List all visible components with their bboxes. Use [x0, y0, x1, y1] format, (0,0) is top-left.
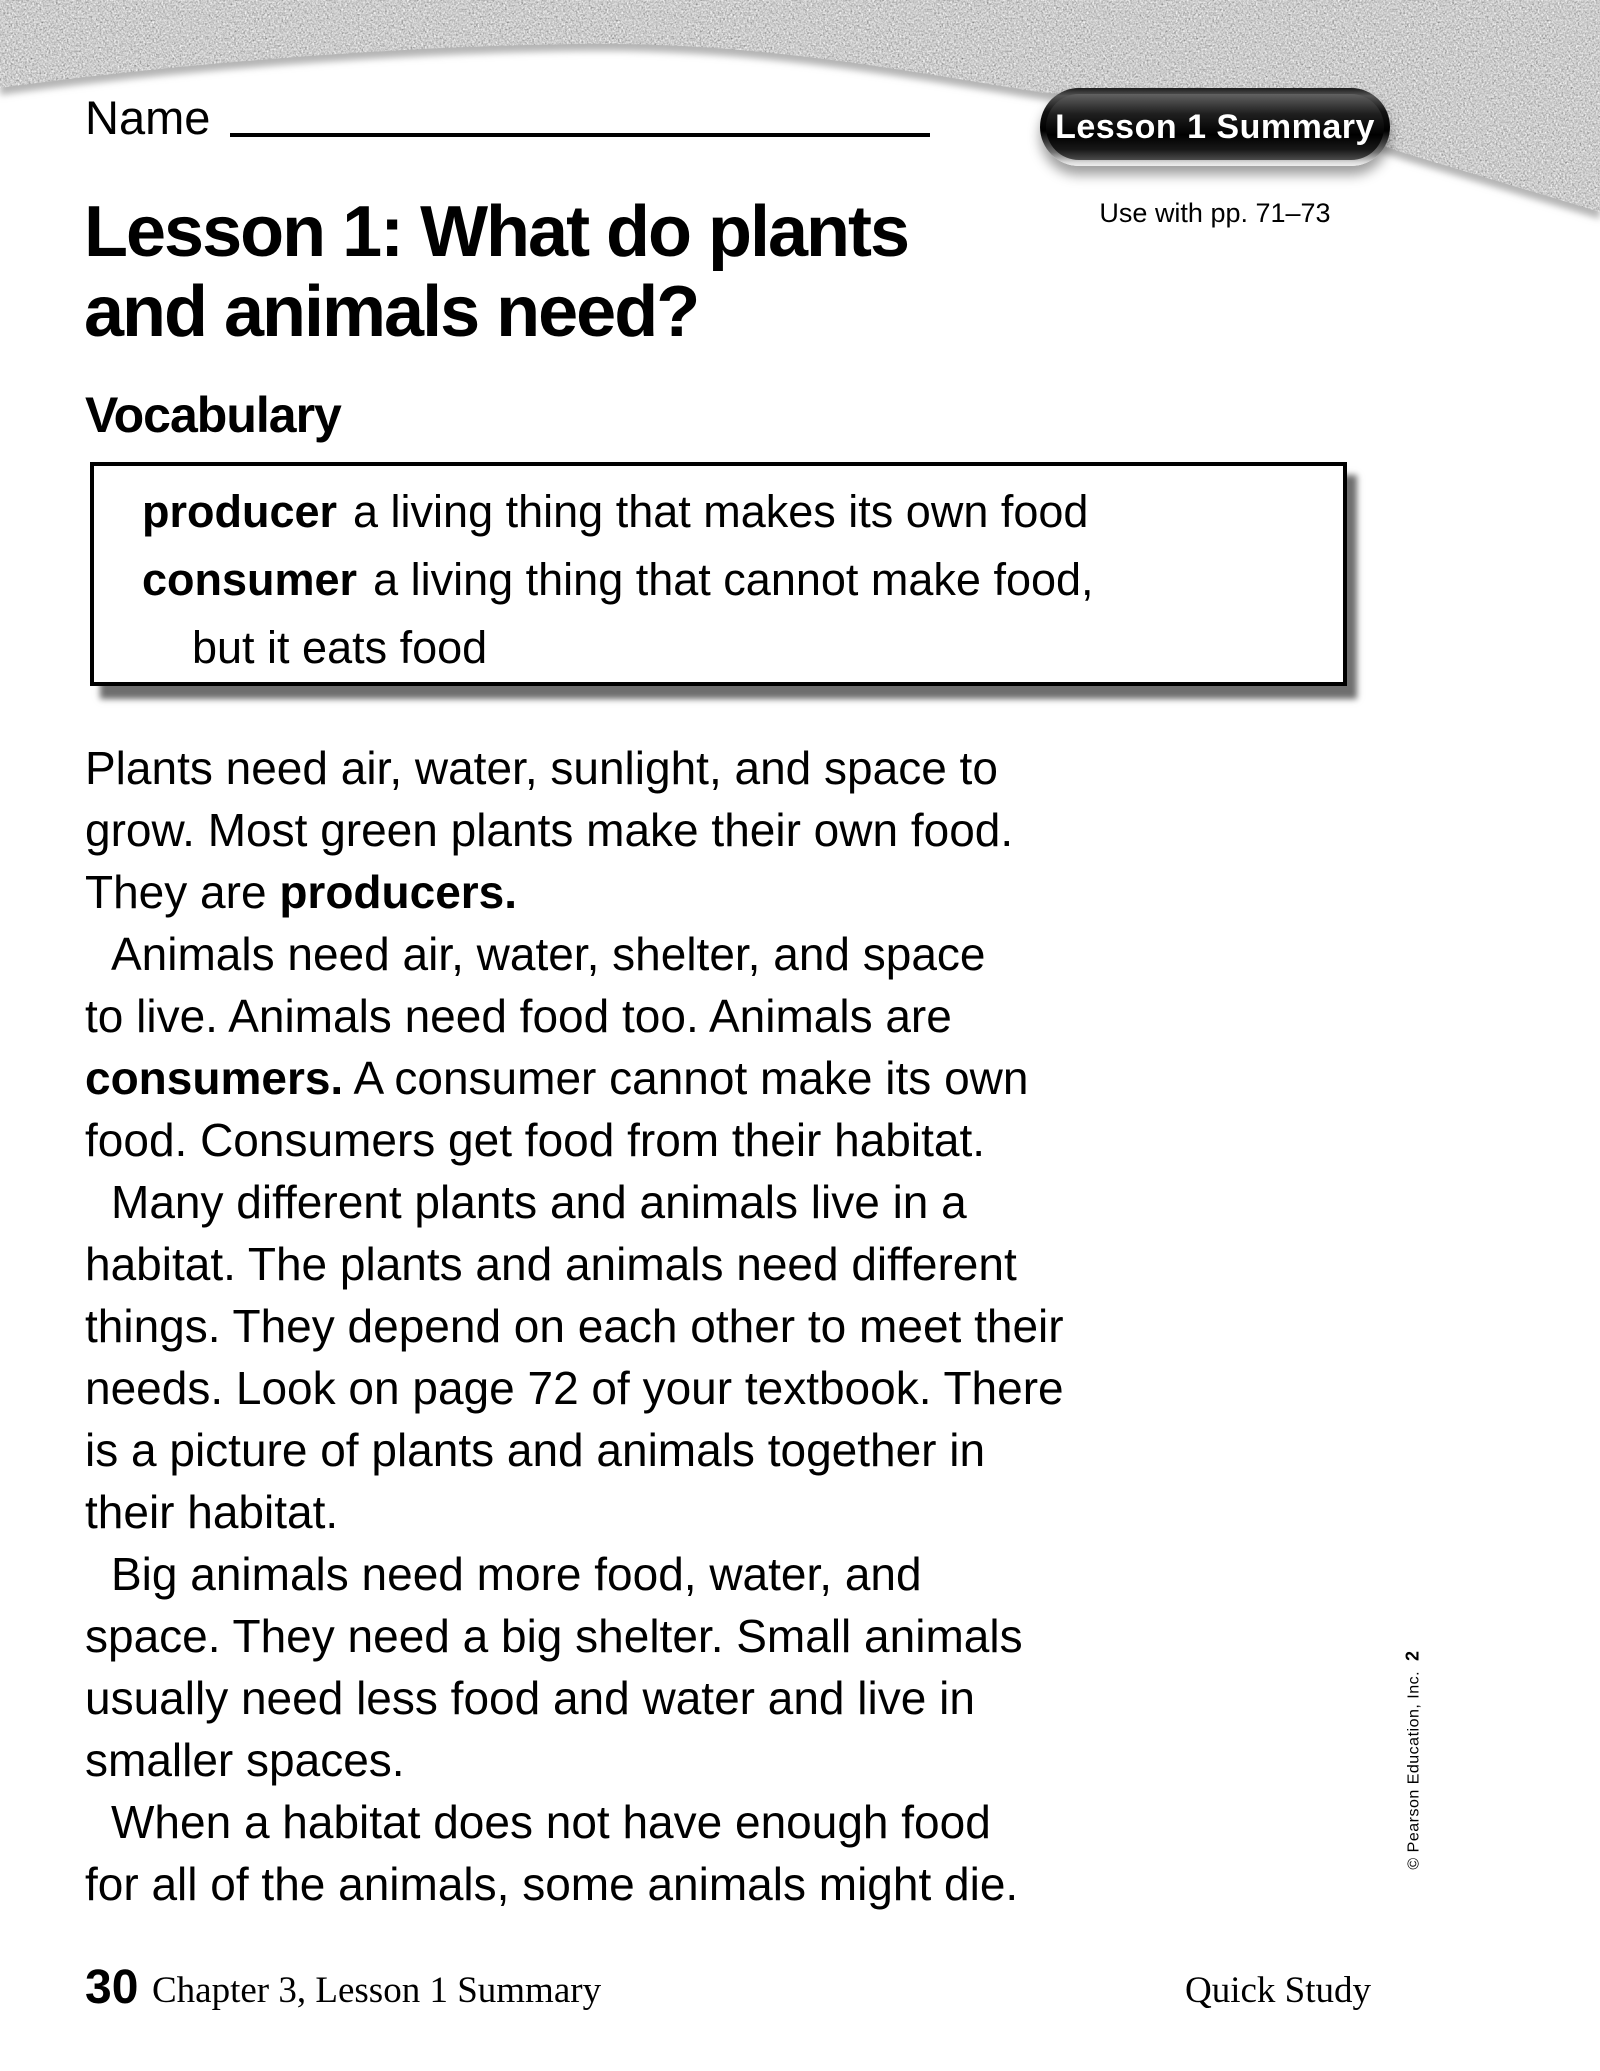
text-segment: Big animals need more food, water, and [111, 1548, 922, 1600]
footer-quick-study-label: Quick Study [1185, 1970, 1372, 2011]
body-line [85, 1791, 1205, 1853]
body-text [85, 737, 1205, 1915]
page-title [84, 192, 908, 352]
name-label: Name [85, 91, 211, 144]
use-with-note: Use with pp. 71–73 [1099, 198, 1331, 228]
vocab-line [142, 614, 1343, 682]
page-title-line-1: Lesson 1: What do plants [84, 192, 909, 272]
body-line [85, 1419, 1205, 1481]
vocab-line [142, 478, 1343, 546]
body-line [85, 985, 1205, 1047]
text-segment: habitat. The plants and animals need different [85, 1238, 1017, 1290]
vocabulary-heading: Vocabulary [85, 387, 341, 443]
text-segment: needs. Look on page 72 of your textbook. There [85, 1362, 1064, 1414]
text-segment: When a habitat does not have enough food [111, 1796, 991, 1848]
body-line [85, 923, 1205, 985]
text-segment: for all of the animals, some animals might die. [85, 1858, 1019, 1910]
vocab-term: producers. [279, 866, 518, 918]
footer-chapter-label: Chapter 3, Lesson 1 Summary [152, 1970, 602, 2011]
vocabulary-box [90, 462, 1347, 686]
body-line [85, 1357, 1205, 1419]
text-segment: Many different plants and animals live in a [111, 1176, 967, 1228]
text-segment: is a picture of plants and animals together in [85, 1424, 986, 1476]
text-segment: a living thing that makes its own food [353, 486, 1089, 537]
body-line [85, 1295, 1205, 1357]
text-segment: Plants need air, water, sunlight, and space to [85, 742, 998, 794]
text-segment: a living thing that cannot make food, [373, 554, 1094, 605]
text-segment: A consumer cannot make its own [343, 1052, 1029, 1104]
text-segment: food. Consumers get food from their habitat. [85, 1114, 986, 1166]
name-blank-line[interactable] [230, 133, 930, 137]
text-segment: things. They depend on each other to meet their [85, 1300, 1064, 1352]
text-segment: their habitat. [85, 1486, 339, 1538]
text-segment: space. They need a big shelter. Small animals [85, 1610, 1023, 1662]
body-line [85, 737, 1205, 799]
text-segment: They are [85, 866, 280, 918]
lesson-summary-badge-label: Lesson 1 Summary [1055, 107, 1375, 146]
footer-page-number: 30 [85, 1961, 139, 2014]
vocab-term: producer [142, 486, 338, 537]
text-segment: but it eats food [192, 622, 488, 673]
body-line [85, 1543, 1205, 1605]
text-segment: usually need less food and water and live in [85, 1672, 975, 1724]
text-segment: grow. Most green plants make their own food. [85, 804, 1014, 856]
name-row [85, 91, 930, 144]
body-line [85, 1171, 1205, 1233]
body-line [85, 799, 1205, 861]
page-title-line-2: and animals need? [84, 272, 699, 352]
vocab-term: consumers. [85, 1052, 344, 1104]
text-segment: Animals need air, water, shelter, and space [111, 928, 986, 980]
copyright-vertical [1403, 1650, 1424, 1869]
body-line [85, 1667, 1205, 1729]
grade-number: 2 [1402, 1650, 1423, 1661]
vocab-line [142, 546, 1343, 614]
body-line [85, 1233, 1205, 1295]
body-line [85, 1729, 1205, 1791]
body-line [85, 861, 1205, 923]
body-line [85, 1109, 1205, 1171]
lesson-summary-badge [1040, 88, 1390, 166]
copyright-text: © Pearson Education, Inc. [1405, 1670, 1423, 1870]
body-line [85, 1047, 1205, 1109]
text-segment: smaller spaces. [85, 1734, 405, 1786]
body-line [85, 1481, 1205, 1543]
lesson-summary-badge-face [1046, 94, 1384, 160]
vocab-term: consumer [142, 554, 358, 605]
text-segment: to live. Animals need food too. Animals are [85, 990, 952, 1042]
body-line [85, 1605, 1205, 1667]
body-line [85, 1853, 1205, 1915]
